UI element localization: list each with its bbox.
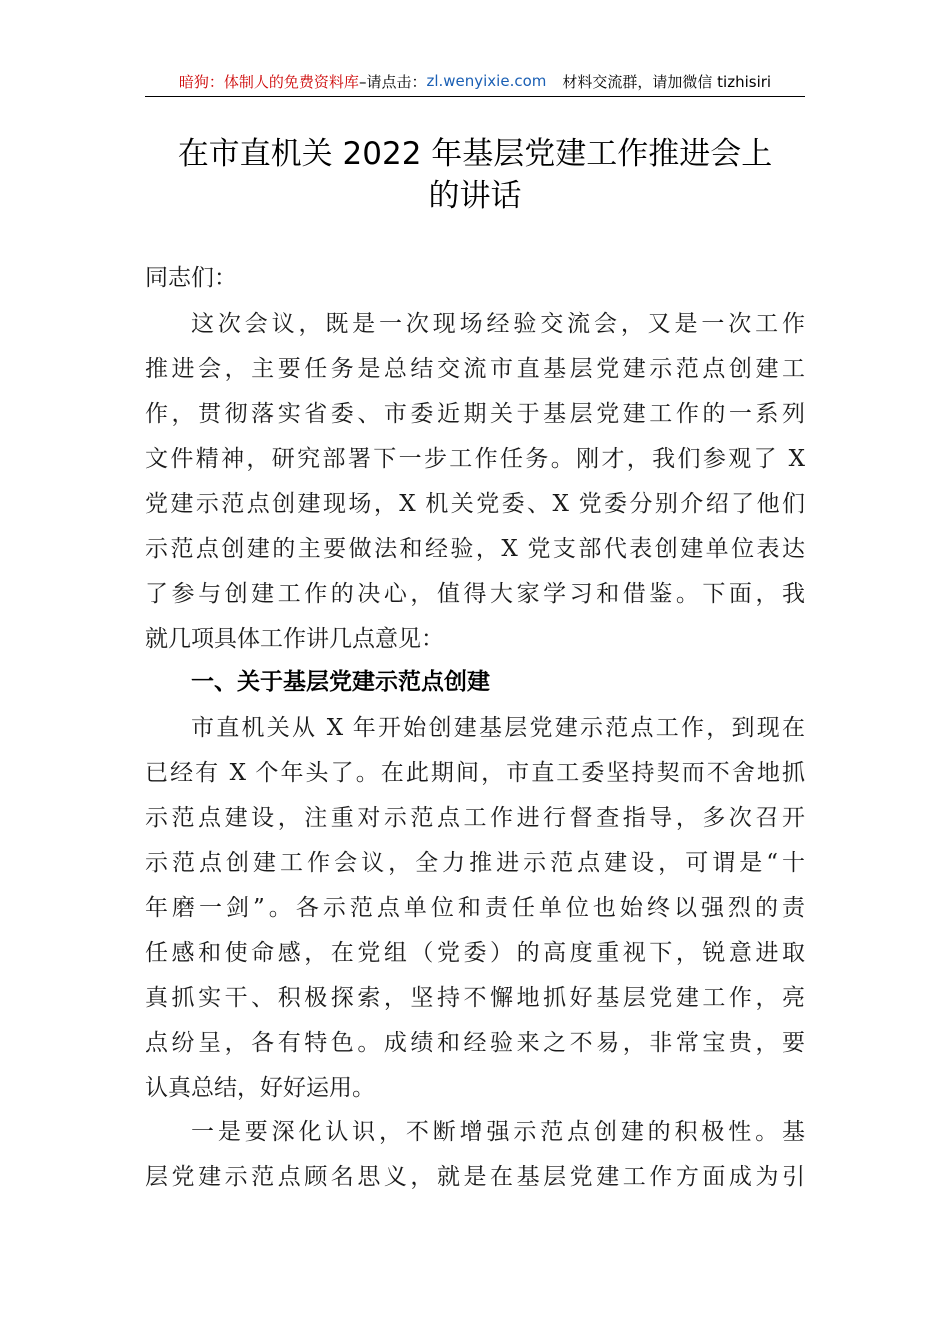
paragraph-line: 党建示范点创建现场，X 机关党委、X 党委分别介绍了他们 <box>145 491 805 517</box>
paragraph-line: 已经有 X 个年头了。在此期间，市直工委坚持契而不舍地抓 <box>145 760 805 786</box>
paragraph-line: 年磨一剑”。各示范点单位和责任单位也始终以强烈的责 <box>145 895 805 921</box>
paragraph-line: 就几项具体工作讲几点意见： <box>145 626 444 652</box>
header-click-prompt: –请点击： <box>358 72 427 91</box>
paragraph-line: 认真总结，好好运用。 <box>145 1075 375 1101</box>
page-header <box>145 68 805 97</box>
greeting: 同志们： <box>145 265 237 291</box>
paragraph-line: 真抓实干、积极探索，坚持不懈地抓好基层党建工作，亮 <box>145 985 805 1011</box>
paragraph-line: 市直机关从 X 年开始创建基层党建示范点工作，到现在 <box>191 715 805 741</box>
paragraph-line: 任感和使命感，在党组（党委）的高度重视下，锐意进取 <box>145 940 805 966</box>
paragraph-line: 点纷呈，各有特色。成绩和经验来之不易，非常宝贵，要 <box>145 1030 805 1056</box>
paragraph-line: 一是要深化认识，不断增强示范点创建的积极性。基 <box>191 1119 805 1145</box>
section-heading: 一、关于基层党建示范点创建 <box>191 669 490 695</box>
paragraph-line: 示范点建设，注重对示范点工作进行督查指导，多次召开 <box>145 805 805 831</box>
paragraph-line: 推进会，主要任务是总结交流市直基层党建示范点创建工 <box>145 356 805 382</box>
paragraph-line: 层党建示范点顾名思义，就是在基层党建工作方面成为引 <box>145 1164 805 1190</box>
document-title-line-2: 的讲话 <box>428 178 522 214</box>
paragraph-line: 作，贯彻落实省委、市委近期关于基层党建工作的一系列 <box>145 401 805 427</box>
paragraph-line: 示范点创建的主要做法和经验，X 党支部代表创建单位表达 <box>145 536 805 562</box>
header-wechat-note: 材料交流群，请加微信 tizhisiri <box>562 72 772 91</box>
paragraph-line: 文件精神，研究部署下一步工作任务。刚才，我们参观了 X <box>145 446 805 472</box>
header-site-name: 暗狗：体制人的免费资料库 <box>178 72 359 91</box>
paragraph-line: 了参与创建工作的决心，值得大家学习和借鉴。下面，我 <box>145 581 805 607</box>
document-title-line-1: 在市直机关 2022 年基层党建工作推进会上 <box>177 136 773 172</box>
header-url-link[interactable]: zl.wenyixie.com <box>426 72 547 90</box>
paragraph-line: 这次会议，既是一次现场经验交流会，又是一次工作 <box>191 311 805 337</box>
paragraph-line: 示范点创建工作会议，全力推进示范点建设，可谓是“十 <box>145 850 805 876</box>
